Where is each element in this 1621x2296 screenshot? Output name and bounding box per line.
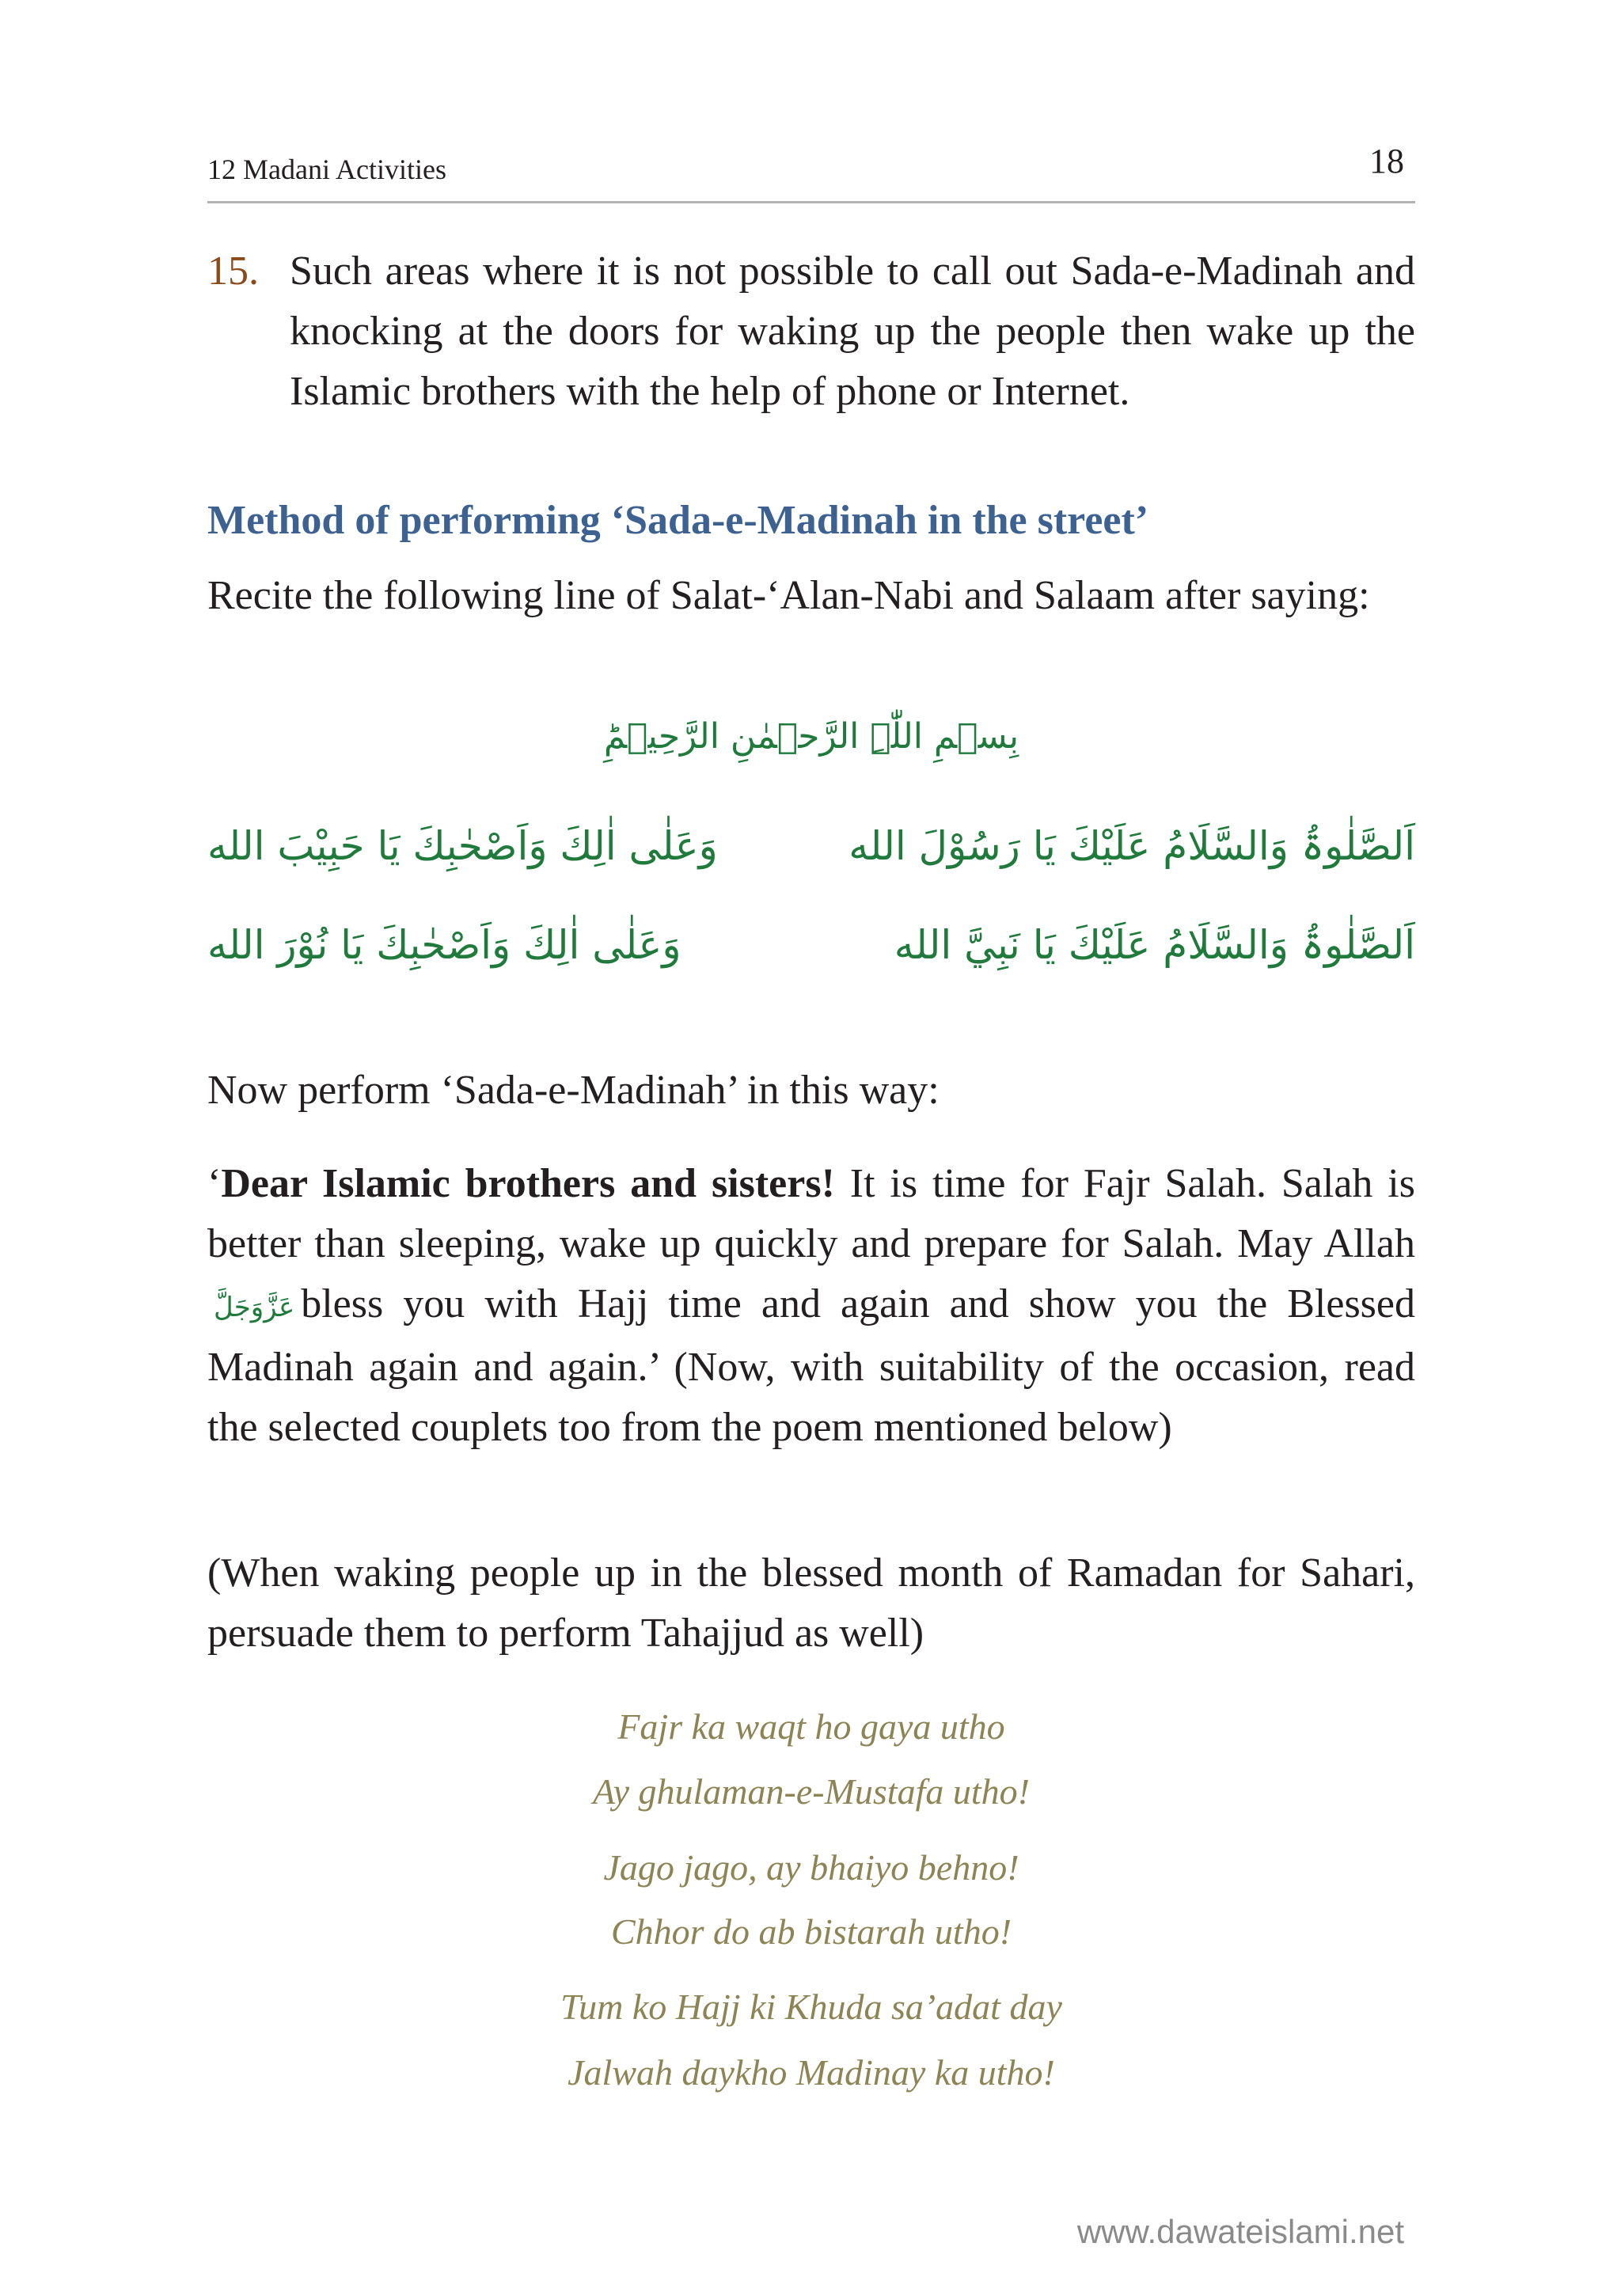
open-quote: ‘: [207, 1161, 222, 1206]
page-header: [207, 141, 1415, 203]
list-item-text: Such areas where it is not possible to call out Sada-e-Madinah and knocking at the doors for waking up the people then wake up the Islamic brothers with the help of phone or Internet.: [290, 249, 1415, 414]
running-title: 12 Madani Activities: [207, 154, 446, 185]
list-item-15: [207, 241, 1415, 422]
document-page: [207, 0, 1415, 2296]
section-heading: Method of performing ‘Sada-e-Madinah in the street’: [207, 498, 1149, 543]
dear-paragraph: [207, 1154, 1415, 1458]
list-item-number: 15.: [207, 249, 259, 294]
dear-text-before: It is time for Fajr Salah. Salah is better than sleeping, wake up quickly and prepare for Salah. May Allah: [207, 1161, 1415, 1266]
bold-salutation: Dear Islamic brothers and sisters!: [221, 1161, 835, 1206]
poem-line-1: Fajr ka waqt ho gaya utho: [617, 1706, 1005, 1747]
honorific-arabic: عَزَّوَجَلَّ: [214, 1292, 295, 1324]
salat-line-1-right: اَلصَّلٰوۃُ وَالسَّلَامُ عَلَيْكَ يَا رَسُوْلَ الله: [848, 823, 1415, 869]
poem-line-4: Chhor do ab bistarah utho!: [610, 1911, 1012, 1952]
poem-line-3: Jago jago, ay bhaiyo behno!: [603, 1847, 1019, 1888]
salat-line-1-left: وَعَلٰى اٰلِكَ وَاَصْحٰبِكَ يَا حَبِيْبَ الله: [207, 823, 718, 869]
poem-line-6: Jalwah daykho Madinay ka utho!: [568, 2052, 1055, 2093]
recite-paragraph: Recite the following line of Salat-‘Alan-Nabi and Salaam after saying:: [207, 573, 1370, 618]
dear-text-after: bless you with Hajj time and again and show you the Blessed Madinah again and again.’ (Now, with suitability of the occasion, read the selected couplets too from the poem mentioned below): [207, 1281, 1415, 1451]
salat-line-2-left: وَعَلٰى اٰلِكَ وَاَصْحٰبِكَ يَا نُوْرَ الله: [207, 922, 681, 968]
now-paragraph: Now perform ‘Sada-e-Madinah’ in this way:: [207, 1068, 940, 1113]
bismillah-arabic: بِسۡمِ اللّٰہِ الرَّحۡمٰنِ الرَّحِیۡمِؕ: [603, 716, 1019, 757]
footer-url: www.dawateislami.net: [1076, 2213, 1404, 2250]
page-number: 18: [1369, 142, 1404, 180]
when-paragraph: (When waking people up in the blessed month of Ramadan for Sahari, persuade them to perform Tahajjud as well): [207, 1550, 1415, 1656]
salat-line-2-right: اَلصَّلٰوۃُ وَالسَّلَامُ عَلَيْكَ يَا نَبِيَّ الله: [894, 922, 1415, 968]
poem-line-2: Ay ghulaman-e-Mustafa utho!: [593, 1771, 1030, 1812]
poem-line-5: Tum ko Hajj ki Khuda sa’adat day: [560, 1987, 1062, 2027]
